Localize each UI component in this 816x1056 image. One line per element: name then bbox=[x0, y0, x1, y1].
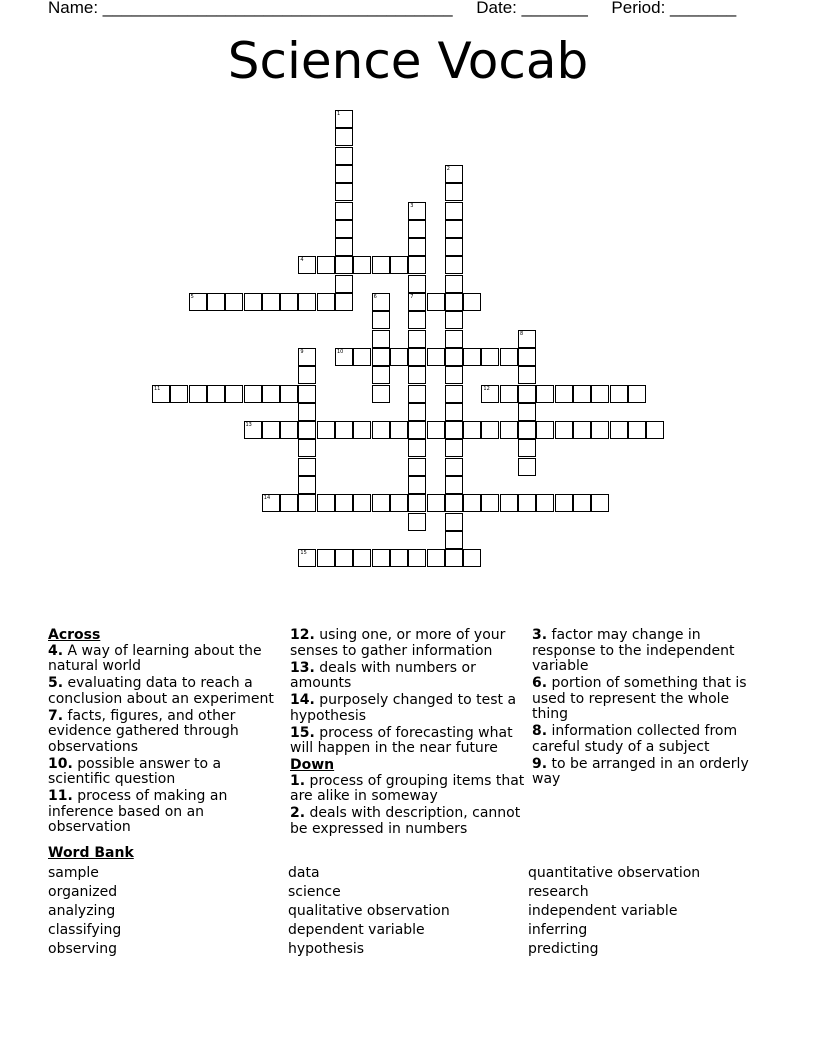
clue-text: deals with numbers or amounts bbox=[290, 659, 476, 691]
crossword-cell[interactable] bbox=[536, 421, 554, 439]
crossword-cell[interactable] bbox=[189, 385, 207, 403]
crossword-cell[interactable] bbox=[518, 458, 536, 476]
crossword-cell[interactable] bbox=[372, 330, 390, 348]
crossword-cell[interactable] bbox=[335, 238, 353, 256]
crossword-cell[interactable] bbox=[390, 256, 408, 274]
crossword-cell[interactable] bbox=[298, 494, 316, 512]
across-clue bbox=[48, 757, 284, 788]
crossword-cell[interactable] bbox=[408, 439, 426, 457]
crossword-cell[interactable] bbox=[628, 385, 646, 403]
crossword-cell[interactable] bbox=[408, 256, 426, 274]
clue-number: 5. bbox=[48, 675, 64, 691]
crossword-cell[interactable] bbox=[518, 348, 536, 366]
crossword-cell[interactable] bbox=[280, 494, 298, 512]
crossword-cell[interactable] bbox=[408, 293, 426, 311]
crossword-cell[interactable] bbox=[335, 275, 353, 293]
crossword-cell[interactable] bbox=[427, 348, 445, 366]
crossword-cell[interactable] bbox=[298, 439, 316, 457]
crossword-cell[interactable] bbox=[445, 403, 463, 421]
word-bank-item: data bbox=[288, 865, 320, 881]
clues-column-3 bbox=[532, 628, 768, 789]
crossword-cell[interactable] bbox=[408, 220, 426, 238]
student-info-header bbox=[48, 0, 736, 18]
clue-number: 7. bbox=[48, 707, 64, 724]
crossword-cell[interactable] bbox=[445, 293, 463, 311]
period-field: Period: _______ bbox=[611, 0, 737, 17]
cell-number: 2 bbox=[446, 165, 450, 172]
crossword-cell[interactable] bbox=[445, 458, 463, 476]
crossword-cell[interactable] bbox=[518, 330, 536, 348]
cell-number: 11 bbox=[154, 385, 161, 392]
word-bank-column-2 bbox=[288, 864, 450, 959]
crossword-cell[interactable] bbox=[518, 494, 536, 512]
crossword-cell[interactable] bbox=[555, 385, 573, 403]
clue-text: process of grouping items that are alike in someway bbox=[290, 772, 525, 804]
clue-text: portion of something that is used to represent the whole thing bbox=[532, 675, 747, 722]
word-bank-item: inferring bbox=[528, 922, 588, 938]
crossword-cell[interactable] bbox=[317, 256, 335, 274]
name-field: Name: _____________________________________ bbox=[48, 0, 453, 17]
crossword-cell[interactable] bbox=[298, 256, 316, 274]
crossword-cell[interactable] bbox=[280, 385, 298, 403]
crossword-cell[interactable] bbox=[427, 293, 445, 311]
crossword-cell[interactable] bbox=[408, 494, 426, 512]
word-bank-item: dependent variable bbox=[288, 922, 425, 938]
crossword-cell[interactable] bbox=[372, 494, 390, 512]
crossword-cell[interactable] bbox=[353, 348, 371, 366]
across-clue bbox=[48, 789, 284, 836]
cell-number: 8 bbox=[520, 330, 524, 337]
word-bank-item: science bbox=[288, 884, 341, 900]
crossword-cell[interactable] bbox=[335, 421, 353, 439]
word-bank-column-3 bbox=[528, 864, 700, 959]
crossword-cell[interactable] bbox=[408, 385, 426, 403]
crossword-cell[interactable] bbox=[207, 385, 225, 403]
crossword-cell[interactable] bbox=[298, 403, 316, 421]
clue-number: 4. bbox=[48, 642, 64, 659]
crossword-cell[interactable] bbox=[500, 421, 518, 439]
crossword-cell[interactable] bbox=[445, 385, 463, 403]
cell-number: 14 bbox=[263, 495, 271, 502]
crossword-cell[interactable] bbox=[555, 494, 573, 512]
word-bank-item: organized bbox=[48, 884, 118, 900]
crossword-cell[interactable] bbox=[445, 238, 463, 256]
crossword-cell[interactable] bbox=[445, 439, 463, 457]
crossword-cell[interactable] bbox=[262, 385, 280, 403]
down-clue bbox=[532, 628, 768, 675]
page-title: Science Vocab bbox=[227, 32, 589, 90]
crossword-cell[interactable] bbox=[372, 293, 390, 311]
clue-text: process of forecasting what will happen in the near future bbox=[290, 724, 513, 756]
crossword-cell[interactable] bbox=[445, 256, 463, 274]
word-bank-item: independent variable bbox=[528, 903, 678, 919]
down-clue bbox=[532, 724, 768, 755]
crossword-cell[interactable] bbox=[408, 330, 426, 348]
crossword-cell[interactable] bbox=[372, 311, 390, 329]
crossword-cell[interactable] bbox=[408, 421, 426, 439]
crossword-cell[interactable] bbox=[372, 256, 390, 274]
crossword-cell[interactable] bbox=[408, 458, 426, 476]
crossword-cell[interactable] bbox=[427, 549, 445, 567]
word-bank-item: research bbox=[528, 884, 589, 900]
crossword-cell[interactable] bbox=[573, 494, 591, 512]
crossword-cell[interactable] bbox=[445, 531, 463, 549]
crossword-cell[interactable] bbox=[244, 421, 262, 439]
crossword-cell[interactable] bbox=[591, 494, 609, 512]
clue-text: information collected from careful study of a subject bbox=[532, 723, 738, 755]
clue-number: 3. bbox=[532, 627, 548, 643]
crossword-cell[interactable] bbox=[408, 275, 426, 293]
clue-text: process of making an inference based on an observation bbox=[48, 788, 228, 835]
cell-number: 6 bbox=[373, 294, 377, 300]
clue-text: purposely changed to test a hypothesis bbox=[290, 692, 517, 724]
crossword-cell[interactable] bbox=[372, 549, 390, 567]
across-clue bbox=[48, 644, 284, 675]
crossword-cell[interactable] bbox=[372, 348, 390, 366]
crossword-cell[interactable] bbox=[408, 311, 426, 329]
cell-number: 5 bbox=[190, 294, 194, 300]
crossword-cell[interactable] bbox=[518, 439, 536, 457]
word-bank-item: analyzing bbox=[48, 903, 116, 919]
across-heading: Across bbox=[48, 627, 101, 643]
clue-text: A way of learning about the natural world bbox=[48, 642, 262, 674]
crossword-cell[interactable] bbox=[244, 385, 262, 403]
crossword-cell[interactable] bbox=[335, 549, 353, 567]
crossword-cell[interactable] bbox=[591, 421, 609, 439]
crossword-cell[interactable] bbox=[628, 421, 646, 439]
crossword-cell[interactable] bbox=[207, 293, 225, 311]
crossword-cell[interactable] bbox=[298, 348, 316, 366]
clue-number: 6. bbox=[532, 675, 548, 691]
across-clue bbox=[290, 693, 526, 724]
down-heading: Down bbox=[290, 757, 335, 773]
clue-number: 1. bbox=[290, 772, 306, 789]
across-clue bbox=[290, 661, 526, 692]
cell-number: 15 bbox=[300, 550, 307, 557]
crossword-cell[interactable] bbox=[408, 549, 426, 567]
crossword-cell[interactable] bbox=[390, 348, 408, 366]
crossword-cell[interactable] bbox=[445, 311, 463, 329]
crossword-cell[interactable] bbox=[463, 348, 481, 366]
clue-number: 10. bbox=[48, 755, 73, 772]
crossword-cell[interactable] bbox=[445, 348, 463, 366]
crossword-cell[interactable] bbox=[536, 385, 554, 403]
crossword-cell[interactable] bbox=[610, 385, 628, 403]
crossword-cell[interactable] bbox=[335, 147, 353, 165]
crossword-cell[interactable] bbox=[372, 366, 390, 384]
clue-number: 9. bbox=[532, 755, 548, 772]
crossword-cell[interactable] bbox=[317, 494, 335, 512]
crossword-cell[interactable] bbox=[353, 421, 371, 439]
crossword-cell[interactable] bbox=[481, 421, 499, 439]
crossword-cell[interactable] bbox=[408, 476, 426, 494]
crossword-cell[interactable] bbox=[408, 403, 426, 421]
word-bank-column-1 bbox=[48, 864, 121, 959]
crossword-cell[interactable] bbox=[445, 165, 463, 183]
crossword-cell[interactable] bbox=[555, 421, 573, 439]
crossword-cell[interactable] bbox=[463, 293, 481, 311]
crossword-cell[interactable] bbox=[427, 421, 445, 439]
crossword-cell[interactable] bbox=[445, 513, 463, 531]
crossword-cell[interactable] bbox=[298, 458, 316, 476]
crossword-cell[interactable] bbox=[390, 549, 408, 567]
crossword-cell[interactable] bbox=[481, 348, 499, 366]
crossword-cell[interactable] bbox=[408, 202, 426, 220]
crossword-cell[interactable] bbox=[262, 421, 280, 439]
crossword-cell[interactable] bbox=[610, 421, 628, 439]
crossword-cell[interactable] bbox=[353, 494, 371, 512]
crossword-cell[interactable] bbox=[500, 348, 518, 366]
crossword-cell[interactable] bbox=[518, 385, 536, 403]
clue-text: evaluating data to reach a conclusion about an experiment bbox=[48, 675, 274, 707]
down-clue bbox=[290, 806, 526, 837]
crossword-cell[interactable] bbox=[500, 385, 518, 403]
crossword-cell[interactable] bbox=[335, 220, 353, 238]
crossword-cell[interactable] bbox=[262, 293, 280, 311]
crossword-cell[interactable] bbox=[445, 494, 463, 512]
crossword-cell[interactable] bbox=[427, 494, 445, 512]
crossword-cell[interactable] bbox=[335, 128, 353, 146]
crossword-cell[interactable] bbox=[353, 256, 371, 274]
word-bank-item: quantitative observation bbox=[528, 865, 701, 881]
crossword-cell[interactable] bbox=[298, 421, 316, 439]
crossword-cell[interactable] bbox=[481, 385, 499, 403]
crossword-cell[interactable] bbox=[518, 366, 536, 384]
crossword-cell[interactable] bbox=[445, 476, 463, 494]
crossword-cell[interactable] bbox=[353, 549, 371, 567]
cell-number: 7 bbox=[410, 294, 414, 300]
crossword-cell[interactable] bbox=[445, 220, 463, 238]
crossword-cell[interactable] bbox=[646, 421, 664, 439]
clue-text: possible answer to a scientific question bbox=[48, 755, 222, 787]
crossword-cell[interactable] bbox=[372, 385, 390, 403]
crossword-cell[interactable] bbox=[463, 549, 481, 567]
crossword-cell[interactable] bbox=[298, 385, 316, 403]
word-bank-item: observing bbox=[48, 941, 118, 957]
crossword-cell[interactable] bbox=[335, 202, 353, 220]
crossword-cell[interactable] bbox=[280, 293, 298, 311]
clue-text: deals with description, cannot be expressed in numbers bbox=[290, 805, 521, 837]
crossword-cell[interactable] bbox=[280, 421, 298, 439]
crossword-cell[interactable] bbox=[225, 385, 243, 403]
crossword-cell[interactable] bbox=[445, 183, 463, 201]
clue-text: factor may change in response to the independent variable bbox=[532, 627, 735, 674]
word-bank-heading: Word Bank bbox=[48, 845, 134, 861]
across-clue bbox=[290, 628, 526, 659]
clue-number: 15. bbox=[290, 724, 315, 741]
crossword-cell[interactable] bbox=[445, 330, 463, 348]
clue-number: 12. bbox=[290, 627, 315, 643]
crossword-cell[interactable] bbox=[518, 421, 536, 439]
clue-text: to be arranged in an orderly way bbox=[532, 755, 749, 787]
crossword-cell[interactable] bbox=[518, 403, 536, 421]
clue-text: using one, or more of your senses to gather information bbox=[290, 627, 506, 659]
crossword-cell[interactable] bbox=[408, 513, 426, 531]
crossword-cell[interactable] bbox=[390, 494, 408, 512]
word-bank-item: predicting bbox=[528, 941, 599, 957]
clues-column-1 bbox=[48, 628, 284, 837]
crossword-cell[interactable] bbox=[335, 110, 353, 128]
crossword-cell[interactable] bbox=[298, 366, 316, 384]
crossword-cell[interactable] bbox=[298, 476, 316, 494]
crossword-cell[interactable] bbox=[317, 421, 335, 439]
cell-number: 3 bbox=[410, 202, 414, 209]
crossword-cell[interactable] bbox=[500, 494, 518, 512]
crossword-cell[interactable] bbox=[445, 549, 463, 567]
crossword-cell[interactable] bbox=[225, 293, 243, 311]
crossword-cell[interactable] bbox=[335, 183, 353, 201]
crossword-cell[interactable] bbox=[335, 293, 353, 311]
cell-number: 13 bbox=[245, 422, 252, 429]
across-clue bbox=[290, 726, 526, 757]
crossword-cell[interactable] bbox=[573, 421, 591, 439]
clues-column-2 bbox=[290, 628, 526, 839]
crossword-cell[interactable] bbox=[408, 348, 426, 366]
crossword-cell[interactable] bbox=[298, 293, 316, 311]
word-bank-item: qualitative observation bbox=[288, 903, 450, 919]
cell-number: 9 bbox=[300, 348, 304, 355]
crossword-cell[interactable] bbox=[445, 275, 463, 293]
crossword-cell[interactable] bbox=[445, 421, 463, 439]
cell-number: 4 bbox=[300, 257, 304, 264]
word-bank-item: sample bbox=[48, 865, 99, 881]
crossword-cell[interactable] bbox=[152, 385, 170, 403]
clue-number: 2. bbox=[290, 805, 306, 821]
crossword-cell[interactable] bbox=[335, 494, 353, 512]
cell-number: 12 bbox=[483, 385, 490, 392]
clue-number: 11. bbox=[48, 788, 73, 804]
crossword-cell[interactable] bbox=[463, 494, 481, 512]
crossword-cell[interactable] bbox=[463, 421, 481, 439]
crossword-cell[interactable] bbox=[573, 385, 591, 403]
clue-number: 14. bbox=[290, 692, 315, 708]
crossword-cell[interactable] bbox=[445, 202, 463, 220]
crossword-cell[interactable] bbox=[298, 549, 316, 567]
crossword-cell[interactable] bbox=[262, 494, 280, 512]
crossword-cell[interactable] bbox=[335, 256, 353, 274]
down-clue bbox=[532, 676, 768, 723]
crossword-cell[interactable] bbox=[244, 293, 262, 311]
crossword-cell[interactable] bbox=[317, 293, 335, 311]
crossword-cell[interactable] bbox=[445, 366, 463, 384]
across-clue bbox=[48, 709, 284, 756]
crossword-cell[interactable] bbox=[408, 238, 426, 256]
word-bank-item: hypothesis bbox=[288, 941, 365, 957]
crossword-cell[interactable] bbox=[536, 494, 554, 512]
crossword-cell[interactable] bbox=[317, 549, 335, 567]
crossword-cell[interactable] bbox=[481, 494, 499, 512]
clue-number: 8. bbox=[532, 723, 548, 739]
word-bank-item: classifying bbox=[48, 922, 122, 938]
crossword-cell[interactable] bbox=[335, 348, 353, 366]
crossword-cell[interactable] bbox=[189, 293, 207, 311]
crossword-cell[interactable] bbox=[372, 421, 390, 439]
down-clue bbox=[290, 774, 526, 805]
crossword-cell[interactable] bbox=[390, 421, 408, 439]
crossword-cell[interactable] bbox=[408, 366, 426, 384]
clue-number: 13. bbox=[290, 659, 315, 676]
clue-text: facts, figures, and other evidence gathered through observations bbox=[48, 707, 239, 755]
down-clue bbox=[532, 757, 768, 788]
crossword-cell[interactable] bbox=[591, 385, 609, 403]
date-field: Date: _______ bbox=[476, 0, 588, 17]
crossword-cell[interactable] bbox=[335, 165, 353, 183]
across-clue bbox=[48, 676, 284, 707]
cell-number: 10 bbox=[337, 348, 344, 355]
crossword-cell[interactable] bbox=[170, 385, 188, 403]
cell-number: 1 bbox=[337, 111, 341, 117]
